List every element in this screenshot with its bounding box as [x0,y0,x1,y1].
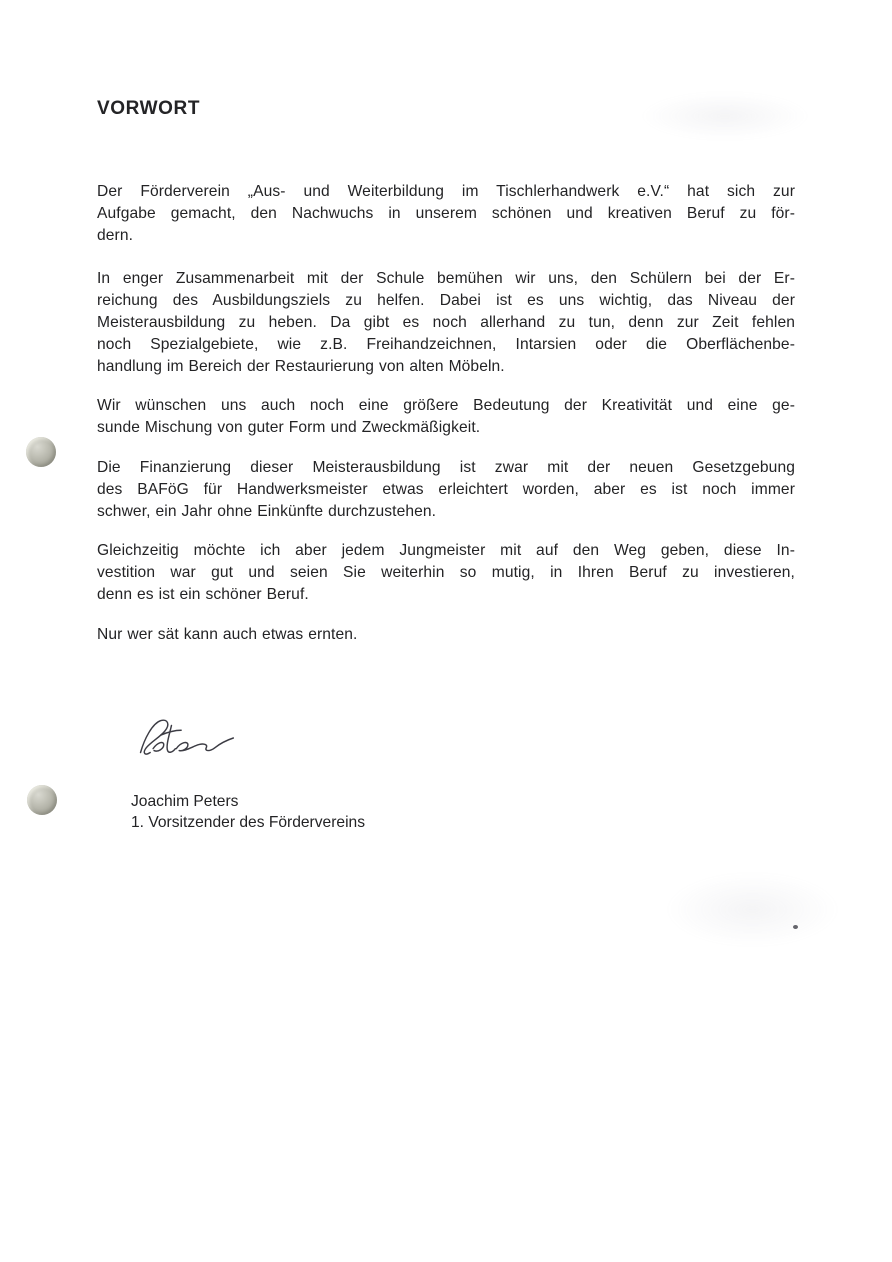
signature-block [131,709,795,835]
signer-name: Joachim Peters [131,792,239,810]
text-line: Meisterausbildung zu heben. Da gibt es noch allerhand zu tun, denn zur Zeit fehlen [97,313,795,331]
text-line: noch Spezialgebiete, wie z.B. Freihandzeichnen, Intarsien oder die Oberflächenbe- [97,335,795,353]
text-line: denn es ist ein schöner Beruf. [97,585,309,603]
signer-identity [131,791,795,835]
text-line: In enger Zusammenarbeit mit der Schule bemühen wir uns, den Schülern bei der Er- [97,270,795,288]
paragraph [97,457,795,522]
text-line: Gleichzeitig möchte ich aber jedem Jungmeister mit auf den Weg geben, diese In- [97,542,795,560]
scan-smudge-bottom-right [665,872,840,947]
text-line: vestition war gut und seien Sie weiterhin so mutig, in Ihren Beruf zu investieren, [97,564,795,582]
text-line: sunde Mischung von guter Form und Zweckmäßigkeit. [97,419,481,437]
text-line: schwer, ein Jahr ohne Einkünfte durchzustehen. [97,502,437,520]
text-line: Wir wünschen uns auch noch eine größere Bedeutung der Kreativität und eine ge- [97,397,795,415]
paragraph [97,181,795,246]
page-title: VORWORT [97,98,201,119]
text-line: Die Finanzierung dieser Meisterausbildung ist zwar mit der neuen Gesetzgebung [97,458,795,476]
scan-speck [793,925,798,929]
punch-hole-bottom [27,785,57,815]
text-line: handlung im Bereich der Restaurierung von alten Möbeln. [97,357,505,375]
paragraph [97,540,795,605]
document-content [97,98,795,834]
paragraph [97,268,795,377]
punch-hole-top [26,437,56,467]
handwritten-signature [131,709,239,767]
scan-smudge-top-right [640,92,810,140]
text-line: Nur wer sät kann auch etwas ernten. [97,625,358,643]
signer-role: 1. Vorsitzender des Fördervereins [131,814,366,832]
paragraph [97,395,795,439]
text-line: Der Förderverein „Aus- und Weiterbildung im Tischlerhandwerk e.V.“ hat sich zur [97,183,795,200]
text-line: Aufgabe gemacht, den Nachwuchs in unserem schönen und kreativen Beruf zu för- [97,204,795,222]
text-line: des BAFöG für Handwerksmeister etwas erleichtert worden, aber es ist noch immer [97,480,795,498]
paragraph [97,624,795,646]
text-line: dern. [97,226,134,244]
body-paragraphs [97,181,795,646]
text-line: reichung des Ausbildungsziels zu helfen. Dabei ist es uns wichtig, das Niveau der [97,292,795,310]
